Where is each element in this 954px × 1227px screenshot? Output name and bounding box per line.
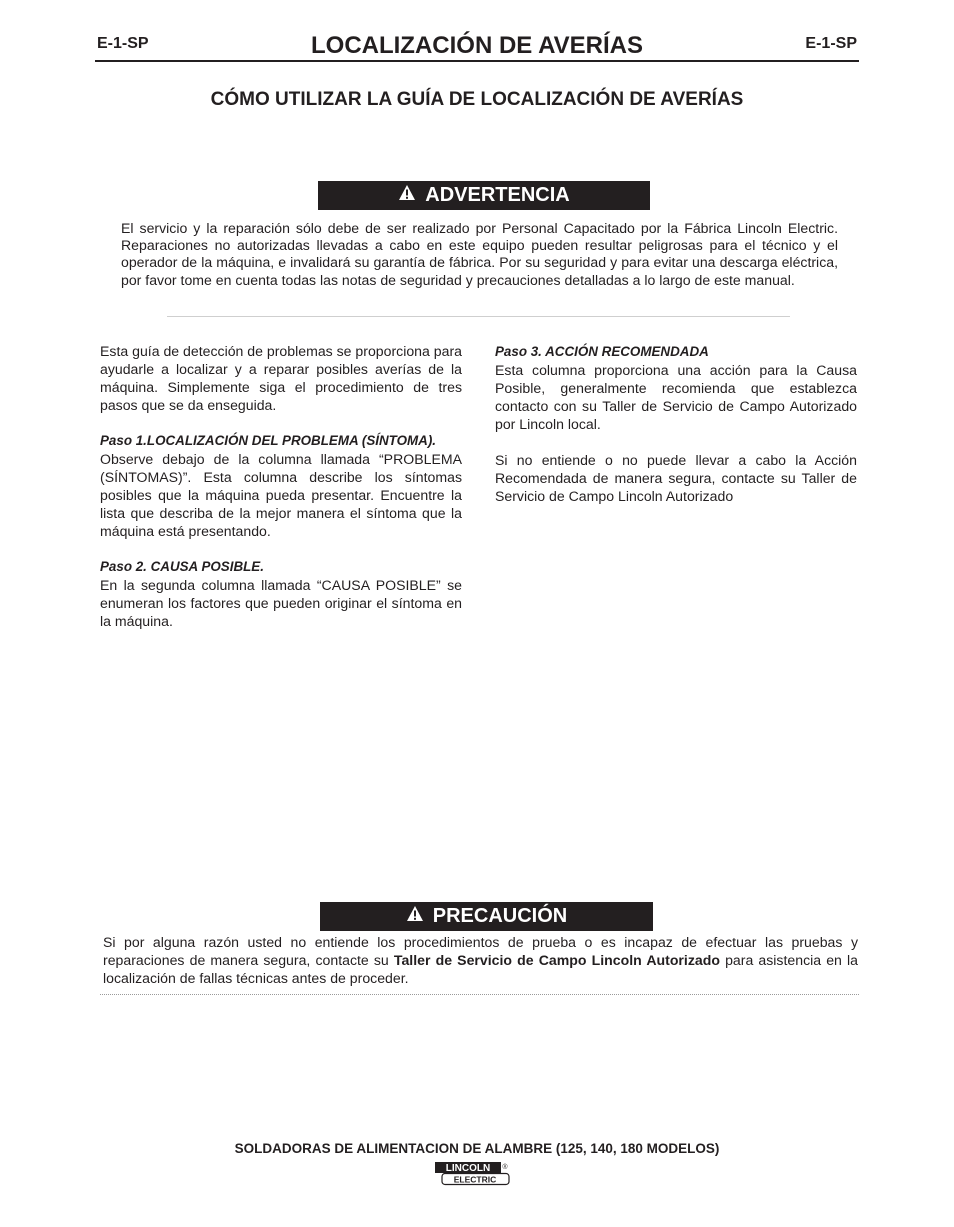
warning-triangle-icon <box>398 184 416 207</box>
step3-note: Si no entiende o no puede llevar a cabo la Acción Recomendada de manera segura, contacte su Taller de Servicio de Campo Lincoln Autorizado <box>495 452 857 504</box>
warning-text: El servicio y la reparación sólo debe de ser realizado por Personal Capacitado por la Fábrica Lincoln Electric. Reparaciones no autorizadas llevadas a cabo en este equipo pueden resultar peligrosas para el técnico y el operador de la máquina, e invalidará su garantía de fábrica. Por su seguridad y para evitar una descarga eléctrica, por favor tome en cuenta todas las notas de seguridad y precauciones detalladas a lo largo de este manual. <box>121 220 838 288</box>
caution-text <box>103 933 858 987</box>
warning-banner <box>318 181 650 210</box>
page-title: LOCALIZACIÓN DE AVERÍAS <box>310 32 643 59</box>
header-rule <box>95 60 859 62</box>
page-code-right: E-1-SP <box>805 35 857 52</box>
lincoln-electric-logo <box>434 1161 510 1186</box>
right-column <box>495 343 857 505</box>
caution-divider <box>100 994 859 995</box>
warning-divider <box>167 316 790 317</box>
caution-label: PRECAUCIÓN <box>432 905 568 927</box>
svg-text:LINCOLN: LINCOLN <box>445 1163 491 1174</box>
step3-heading: Paso 3. ACCIÓN RECOMENDADA <box>495 344 709 359</box>
step1-text: Observe debajo de la columna llamada “PROBLEMA (SÍNTOMAS)”. Esta columna describe los síntomas posibles que la máquina pueda presentar. Encuentre la lista que describa de la mejor manera el síntoma que la máquina está presentando. <box>100 451 462 539</box>
intro-paragraph: Esta guía de detección de problemas se proporciona para ayudarle a localizar y a reparar posibles averías de la máquina. Simplemente siga el procedimiento de tres pasos que se da enseguida. <box>100 343 462 413</box>
caution-text-before: Si por alguna razón usted no entiende los procedimientos de prueba o es incapaz de efectuar las pruebas y reparaciones de manera segura, contacte su <box>103 934 858 968</box>
step1-heading: Paso 1.LOCALIZACIÓN DEL PROBLEMA (SÍNTOMA). <box>100 433 437 448</box>
section-title: CÓMO UTILIZAR LA GUÍA DE LOCALIZACIÓN DE AVERÍAS <box>210 89 744 110</box>
warning-triangle-icon <box>406 905 424 928</box>
left-column <box>100 342 462 630</box>
step3-text: Esta columna proporciona una acción para la Causa Posible, generalmente recomienda que establezca contacto con su Taller de Servicio de Campo Autorizado por Lincoln local. <box>495 362 857 432</box>
svg-text:®: ® <box>502 1164 508 1171</box>
caution-banner <box>320 902 653 931</box>
warning-label: ADVERTENCIA <box>425 184 570 206</box>
caution-text-bold: Taller de Servicio de Campo Lincoln Autorizado <box>393 952 720 968</box>
svg-text:ELECTRIC: ELECTRIC <box>453 1174 497 1185</box>
step2-text: En la segunda columna llamada “CAUSA POSIBLE” se enumeran los factores que pueden originar el síntoma en la máquina. <box>100 577 462 629</box>
step2-heading: Paso 2. CAUSA POSIBLE. <box>100 559 264 574</box>
caution-text-after: para asistencia en la localización de fallas técnicas antes de proceder. <box>103 952 858 986</box>
footer-title: SOLDADORAS DE ALIMENTACION DE ALAMBRE (125, 140, 180 MODELOS) <box>234 1141 720 1156</box>
page-code-left: E-1-SP <box>97 35 149 52</box>
